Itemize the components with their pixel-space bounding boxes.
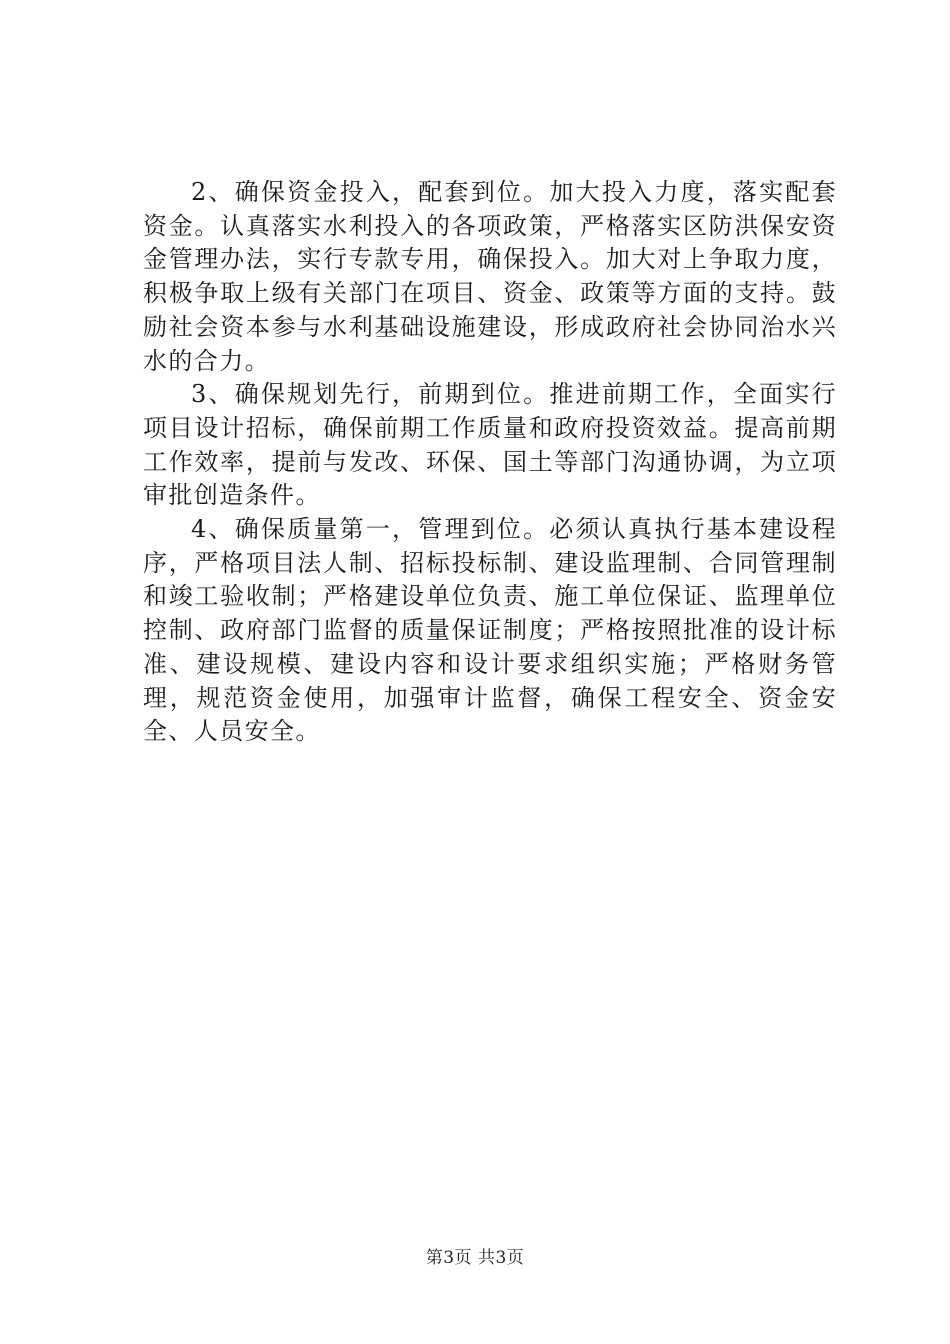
paragraph-planning: 3、确保规划先行，前期到位。推进前期工作，全面实行项目设计招标，确保前期工作质量和政府投资效益。提高前期工作效率，提前与发改、环保、国土等部门沟通协调，为立项审批创造条件。 — [143, 380, 837, 510]
page-number-footer: 第3页 共3页 — [425, 1248, 525, 1268]
document-body — [143, 176, 837, 749]
paragraph-quality: 4、确保质量第一，管理到位。必须认真执行基本建设程序，严格项目法人制、招标投标制、建设监理制、合同管理制和竣工验收制；严格建设单位负责、施工单位保证、监理单位控制、政府部门监督的质量保证制度；严格按照批准的设计标准、建设规模、建设内容和设计要求组织实施；严格财务管理，规范资金使用，加强审计监督，确保工程安全、资金安全、人员安全。 — [143, 515, 837, 746]
paragraph-funding: 2、确保资金投入，配套到位。加大投入力度，落实配套资金。认真落实水利投入的各项政策，严格落实区防洪保安资金管理办法，实行专款专用，确保投入。加大对上争取力度，积极争取上级有关部门在项目、资金、政策等方面的支持。鼓励社会资本参与水利基础设施建设，形成政府社会协同治水兴水的合力。 — [143, 178, 837, 375]
